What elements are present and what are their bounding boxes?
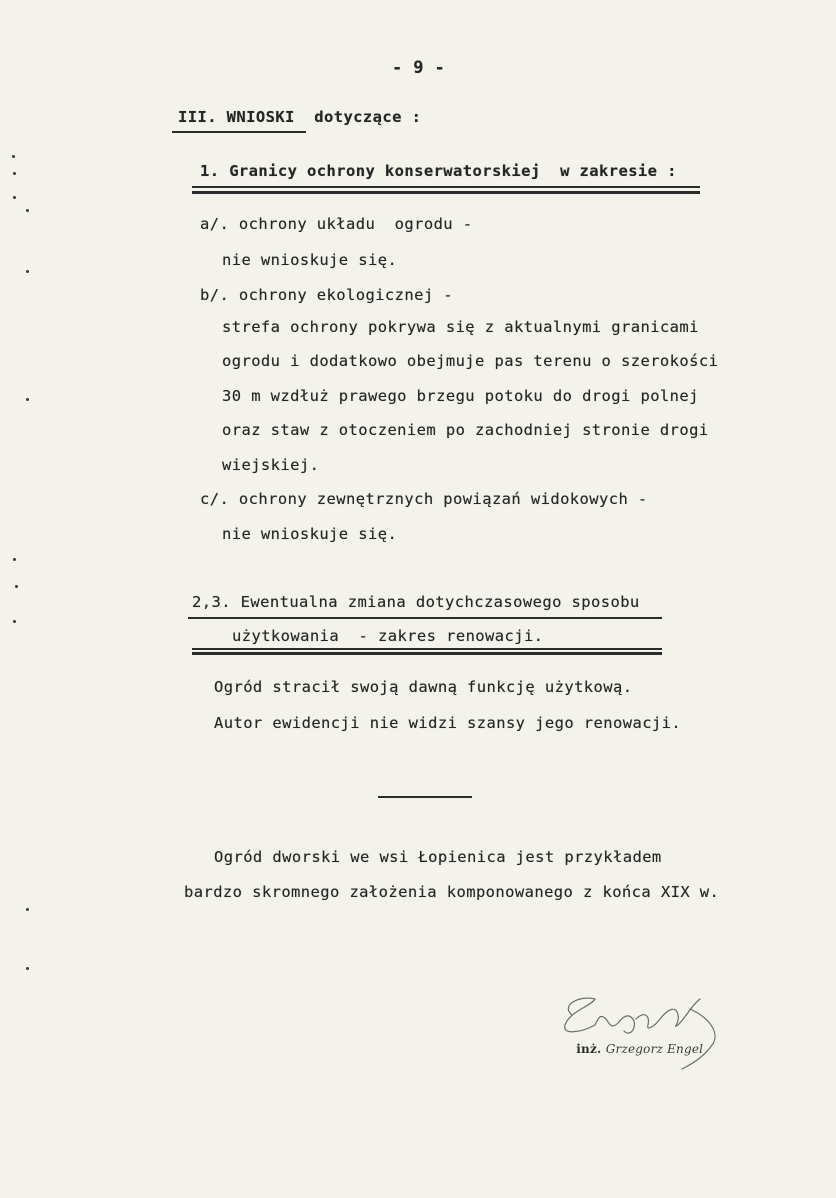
margin-speck (12, 155, 15, 158)
subsection1-underline-top (192, 186, 700, 188)
margin-speck (26, 270, 29, 273)
margin-speck (26, 209, 29, 212)
margin-speck (13, 172, 16, 175)
item-b-line: oraz staw z otoczeniem po zachodniej stronie drogi (222, 421, 709, 439)
stamp-name: Grzegorz Engel (605, 1042, 704, 1056)
margin-speck (26, 398, 29, 401)
subsection23-line: Autor ewidencji nie widzi szansy jego renowacji. (214, 714, 682, 732)
item-c-text: nie wnioskuje się. (222, 525, 398, 543)
item-c-label: c/. ochrony zewnętrznych powiązań widokowych - (200, 490, 648, 508)
stamp-prefix: inż. (576, 1042, 602, 1056)
section-heading: III. WNIOSKI dotyczące : (178, 108, 422, 126)
conclusion-line: Ogród dworski we wsi Łopienica jest przykładem (214, 848, 662, 866)
separator-rule (378, 796, 472, 798)
item-b-label: b/. ochrony ekologicznej - (200, 286, 454, 304)
signature-area (540, 985, 730, 1075)
section-heading-underline (172, 131, 306, 133)
subsection1-heading: 1. Granicy ochrony konserwatorskiej w zakresie : (200, 162, 677, 180)
item-b-line: ogrodu i dodatkowo obejmuje pas terenu o szerokości (222, 352, 719, 370)
subsection23-heading-line1: 2,3. Ewentualna zmiana dotychczasowego sposobu (192, 593, 640, 611)
margin-speck (13, 196, 16, 199)
signature-stamp (550, 1028, 703, 1070)
subsection23-line: Ogród stracił swoją dawną funkcję użytkową. (214, 678, 633, 696)
item-b-line: 30 m wzdłuż prawego brzegu potoku do drogi polnej (222, 387, 699, 405)
subsection23-heading-line2: użytkowania - zakres renowacji. (232, 627, 544, 645)
item-b-line: strefa ochrony pokrywa się z aktualnymi granicami (222, 318, 699, 336)
subsection1-underline-bottom (192, 191, 700, 194)
item-a-text: nie wnioskuje się. (222, 251, 398, 269)
subsection23-underline-2a (192, 648, 662, 650)
page-number: - 9 - (392, 58, 446, 78)
margin-speck (13, 620, 16, 623)
subsection23-underline-2b (192, 652, 662, 655)
margin-speck (26, 967, 29, 970)
margin-speck (13, 558, 16, 561)
conclusion-line: bardzo skromnego założenia komponowanego z końca XIX w. (184, 883, 720, 901)
margin-speck (15, 585, 18, 588)
subsection23-underline-1 (188, 617, 662, 619)
margin-speck (26, 908, 29, 911)
item-a-label: a/. ochrony układu ogrodu - (200, 215, 473, 233)
item-b-line: wiejskiej. (222, 456, 320, 474)
